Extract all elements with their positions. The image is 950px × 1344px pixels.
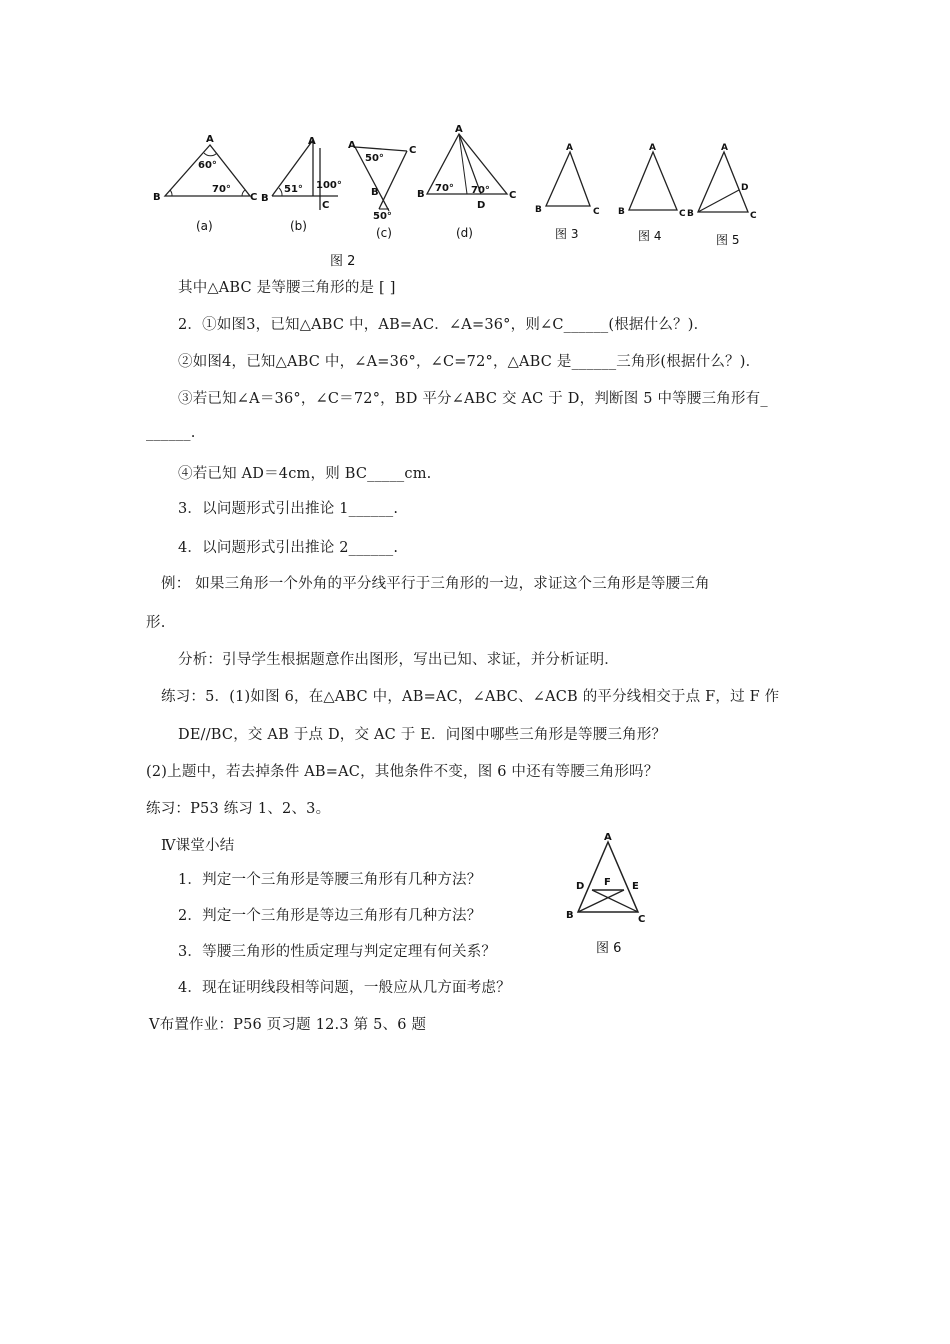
summary-3: 3．等腰三角形的性质定理与判定定理有何关系？ bbox=[178, 944, 497, 960]
figure-4 bbox=[615, 140, 695, 220]
vertex-label: C bbox=[679, 209, 686, 219]
vertex-label: A bbox=[566, 143, 573, 153]
vertex-label: C bbox=[322, 200, 330, 211]
figure-a bbox=[150, 130, 265, 210]
vertex-label: B bbox=[261, 193, 269, 204]
vertex-label: A bbox=[721, 143, 728, 153]
question-3: 3．以问题形式引出推论 1______. bbox=[178, 501, 399, 517]
angle-label: 100° bbox=[316, 180, 342, 191]
angle-label: 70° bbox=[435, 183, 454, 194]
vertex-label: A bbox=[604, 832, 612, 843]
vertex-label: C bbox=[593, 207, 600, 217]
question-2-3: ③若已知∠A＝36°，∠C＝72°，BD 平分∠ABC 交 AC 于 D，判断图 5 中等腰三角形有_ bbox=[178, 391, 768, 407]
vertex-label: C bbox=[409, 145, 417, 156]
question-2-4: ④若已知 AD＝4cm，则 BC_____cm. bbox=[178, 466, 432, 482]
caption-fig3: 图 3 bbox=[555, 227, 579, 241]
vertex-label: D bbox=[576, 881, 585, 892]
vertex-label: A bbox=[455, 124, 463, 135]
caption-a: (a) bbox=[196, 219, 213, 233]
vertex-label: D bbox=[741, 183, 749, 193]
figure-6 bbox=[562, 828, 652, 928]
summary-1: 1．判定一个三角形是等腰三角形有几种方法？ bbox=[178, 872, 482, 888]
question-1: 其中△ABC 是等腰三角形的是 [ ] bbox=[178, 280, 396, 296]
practice: 练习：P53 练习 1、2、3。 bbox=[146, 801, 331, 817]
angle-label: 50° bbox=[373, 211, 392, 222]
question-4: 4．以问题形式引出推论 2______. bbox=[178, 540, 399, 556]
summary-2: 2．判定一个三角形是等边三角形有几种方法？ bbox=[178, 908, 482, 924]
caption-fig6: 图 6 bbox=[596, 941, 622, 956]
caption-fig5: 图 5 bbox=[716, 233, 740, 247]
figure-d bbox=[415, 122, 525, 217]
vertex-label: B bbox=[687, 209, 694, 219]
vertex-label: D bbox=[477, 200, 486, 211]
exercise-5-1-continued: DE//BC，交 AB 于点 D，交 AC 于 E．问图中哪些三角形是等腰三角形？ bbox=[178, 727, 667, 743]
question-2-2: ②如图4，已知△ABC 中，∠A=36°，∠C=72°，△ABC 是______三角形(根据什么？)． bbox=[178, 354, 761, 370]
vertex-label: B bbox=[371, 187, 379, 198]
homework: Ⅴ布置作业：P56 页习题 12.3 第 5、6 题 bbox=[149, 1017, 427, 1033]
vertex-label: C bbox=[250, 192, 258, 203]
angle-label: 70° bbox=[212, 184, 231, 195]
caption-b: (b) bbox=[290, 219, 307, 233]
exercise-5-1: 练习：5．(1)如图 6，在△ABC 中，AB=AC，∠ABC、∠ACB 的平分线相交于点 F，过 F 作 bbox=[161, 689, 780, 705]
summary-4: 4．现在证明线段相等问题，一般应从几方面考虑？ bbox=[178, 980, 511, 996]
vertex-label: B bbox=[566, 910, 574, 921]
vertex-label: C bbox=[638, 914, 646, 925]
caption-c: (c) bbox=[376, 226, 392, 240]
figure-3 bbox=[532, 140, 612, 220]
exercise-5-2: (2)上题中，若去掉条件 AB=AC，其他条件不变，图 6 中还有等腰三角形吗？ bbox=[146, 764, 659, 780]
vertex-label: F bbox=[604, 877, 611, 888]
angle-label: 50° bbox=[365, 153, 384, 164]
vertex-label: B bbox=[153, 192, 161, 203]
vertex-label: A bbox=[348, 140, 356, 151]
vertex-label: A bbox=[308, 136, 316, 147]
vertex-label: E bbox=[632, 881, 639, 892]
caption-d: (d) bbox=[456, 226, 473, 240]
angle-label: 60° bbox=[198, 160, 217, 171]
question-2-3-continued: ______. bbox=[146, 425, 196, 441]
vertex-label: A bbox=[206, 134, 214, 145]
angle-label: 51° bbox=[284, 184, 303, 195]
vertex-label: C bbox=[750, 211, 757, 221]
vertex-label: A bbox=[649, 143, 656, 153]
figure-b bbox=[258, 130, 353, 215]
vertex-label: B bbox=[417, 189, 425, 200]
vertex-label: B bbox=[618, 207, 625, 217]
example: 例： 如果三角形一个外角的平分线平行于三角形的一边，求证这个三角形是等腰三角 bbox=[161, 576, 710, 592]
figure-c bbox=[343, 133, 423, 223]
question-2-1: 2．①如图3，已知△ABC 中，AB=AC．∠A=36°，则∠C______(根据什么？)． bbox=[178, 317, 709, 333]
example-continued: 形. bbox=[146, 615, 166, 631]
summary-title: Ⅳ课堂小结 bbox=[161, 838, 235, 854]
caption-fig4: 图 4 bbox=[638, 229, 662, 243]
figure-2-caption: 图 2 bbox=[330, 254, 356, 269]
analysis: 分析：引导学生根据题意作出图形，写出已知、求证，并分析证明． bbox=[178, 652, 619, 668]
figure-5 bbox=[684, 140, 764, 225]
vertex-label: B bbox=[535, 205, 542, 215]
angle-label: 70° bbox=[471, 185, 490, 196]
vertex-label: C bbox=[509, 190, 517, 201]
